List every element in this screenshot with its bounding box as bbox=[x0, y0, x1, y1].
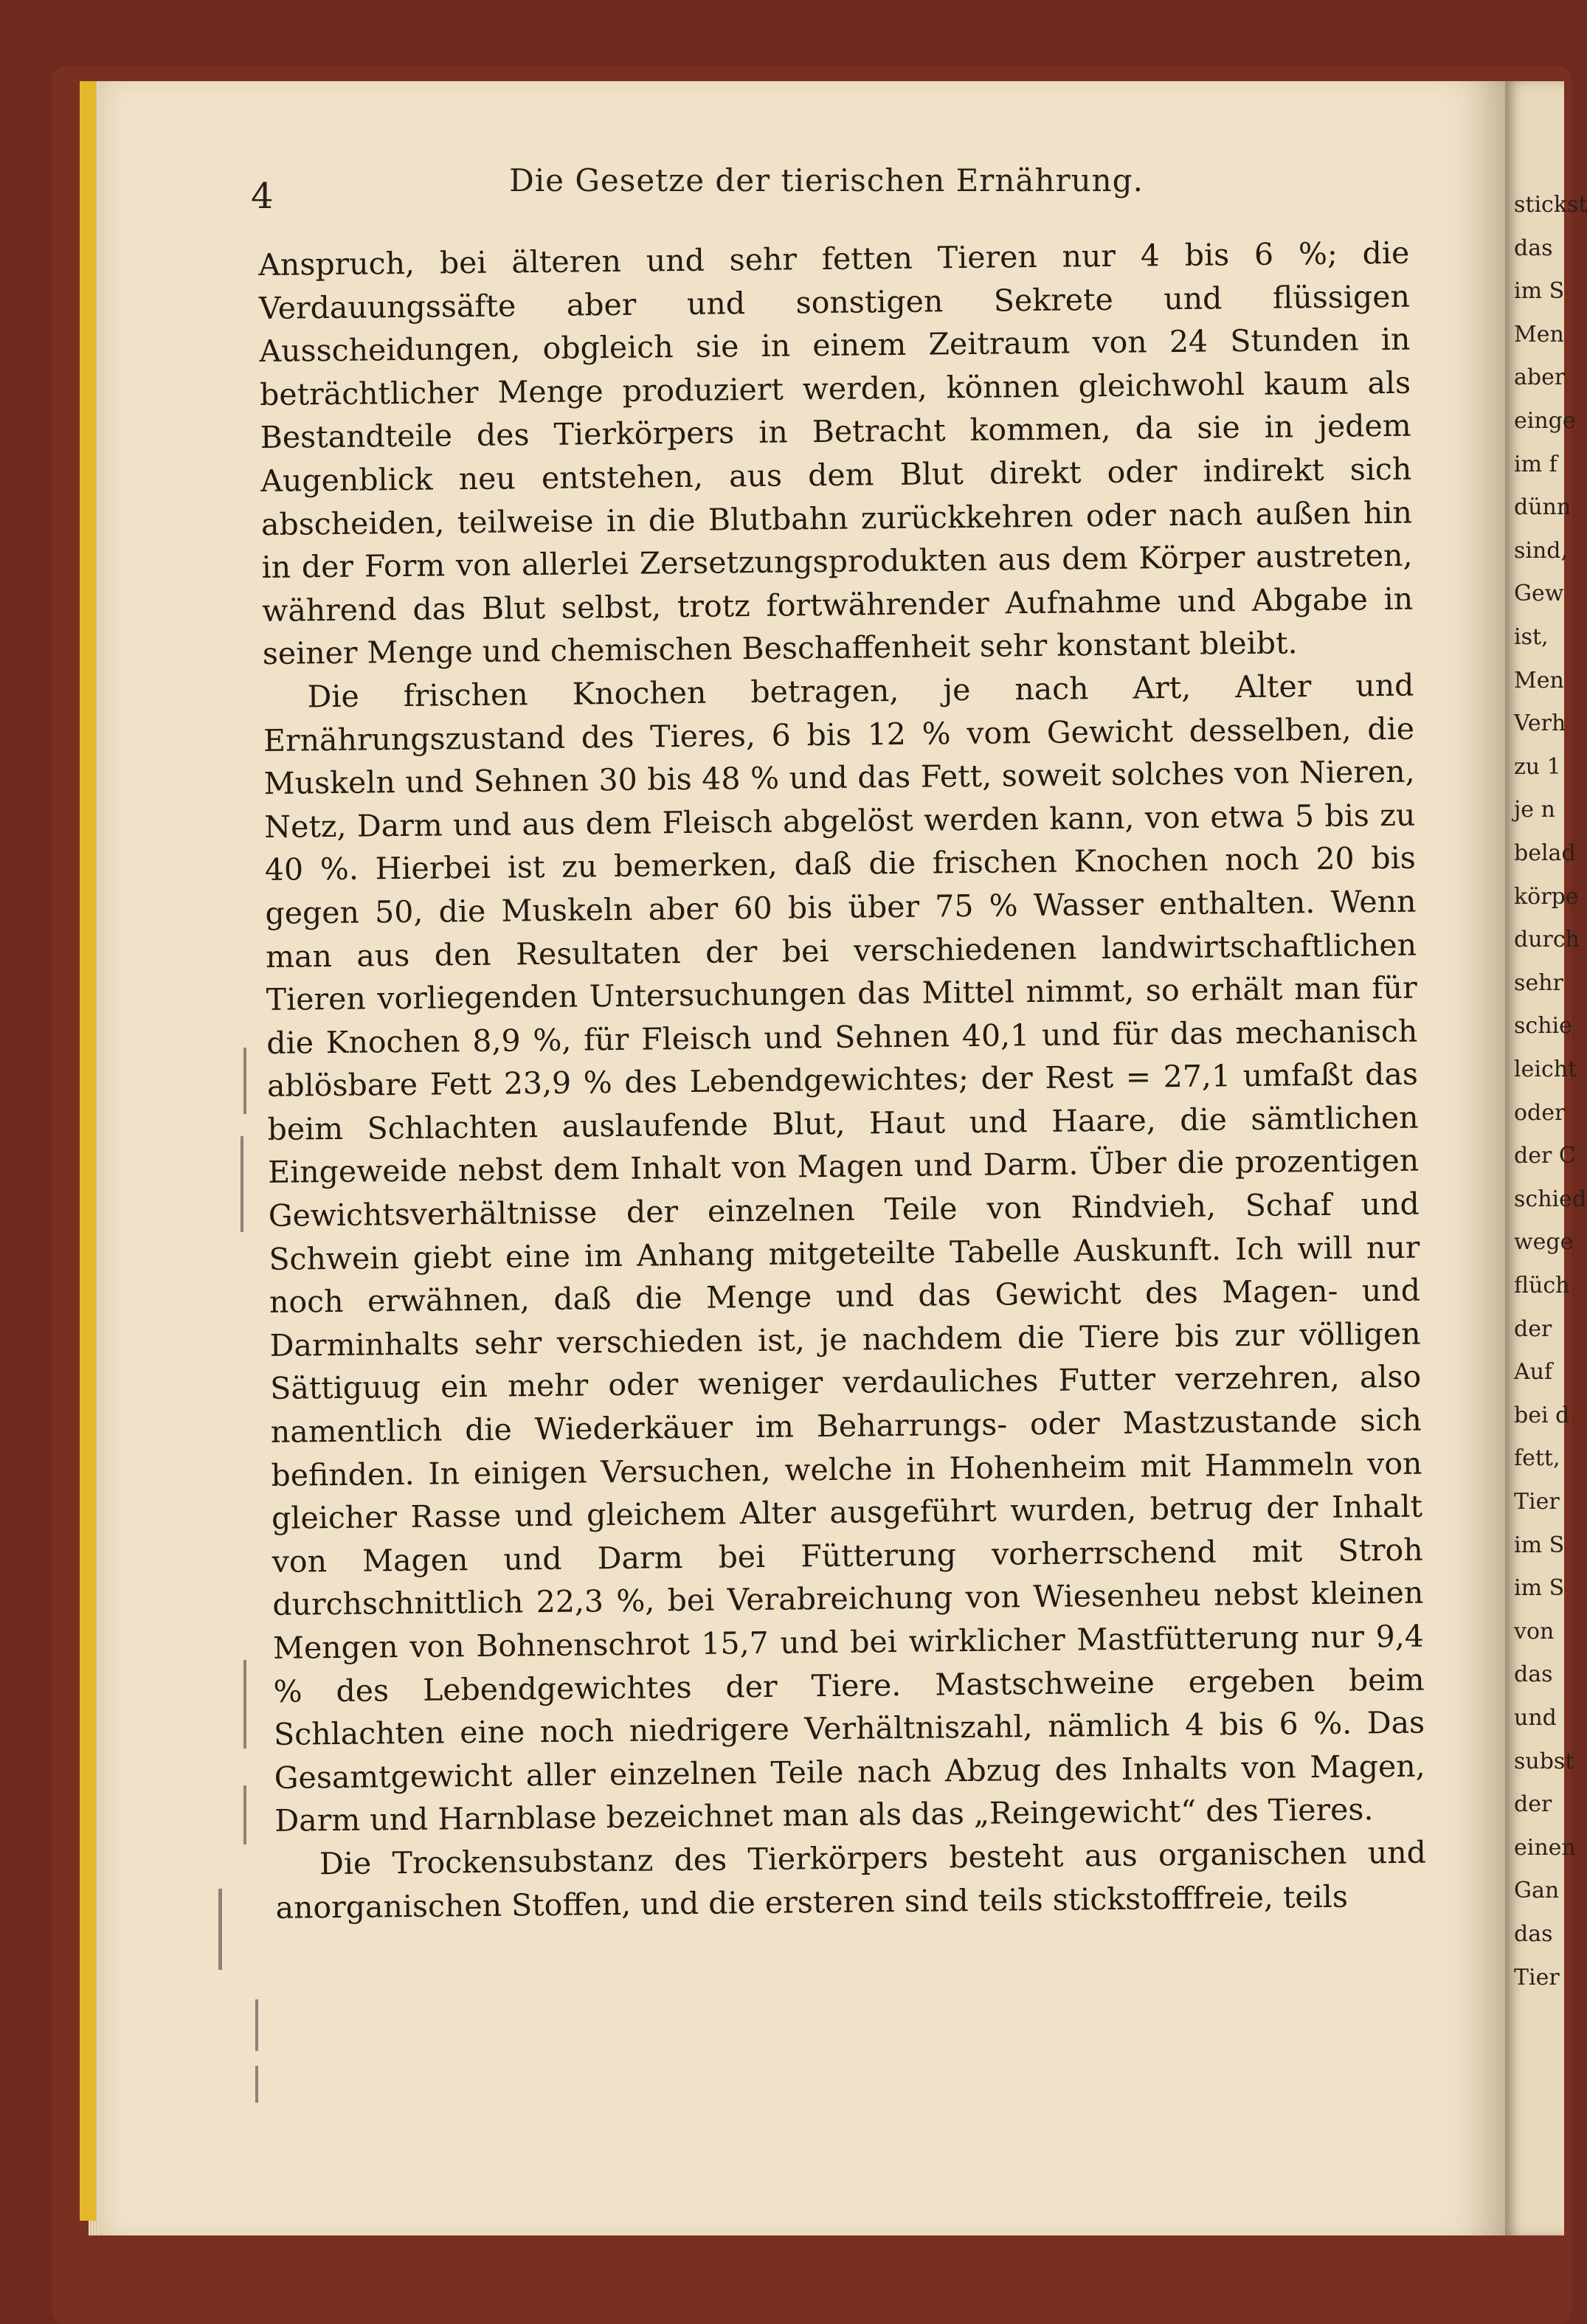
facing-page-fragment: je n bbox=[1514, 797, 1555, 823]
facing-page-fragment: Gan bbox=[1514, 1878, 1560, 1904]
paragraph: Die frischen Knochen betragen, je nach Art, Alter und Ernährungszustand des Tieres, 6 bis 12 % vom Gewicht desselben, die Muskeln und Sehnen 30 bis 48 % und das Fett, soweit solches von Nieren, Netz, Darm und aus dem Fleisch abgelöst werden kann, von etwa 5 bis zu 40 %. Hierbei ist zu bemerken, daß die frischen Knochen noch 20 bis gegen 50, die Muskeln aber 60 bis über 75 % Wasser enthalten. Wenn man aus den Resultaten der bei verschiedenen landwirtschaftlichen Tieren vorliegenden Untersuchungen das Mittel nimmt, so erhält man für die Knochen 8,9 %, für Fleisch und Sehnen 40,1 und für das mechanisch ablösbare Fett 23,9 % des Lebendgewichtes; der Rest = 27,1 umfaßt das beim Schlachten auslaufende Blut, Haut und Haare, die sämtlichen Eingeweide nebst dem Inhalt von Magen und Darm. Über die prozentigen Gewichtsverhältnisse der einzelnen Teile von Rindvieh, Schaf und Schwein giebt eine im Anhang mitgeteilte Tabelle Auskunft. Ich will nur noch erwähnen, daß die Menge und das Gewicht des Magen- und Darminhalts sehr verschieden ist, je nachdem die Tiere bis zur völligen Sättiguug ein mehr oder weniger verdauliches Futter verzehren, also namentlich die Wiederkäuer im Beharrungs- oder Mastzustande sich befinden. In einigen Versuchen, welche in Hohenheim mit Hammeln von gleicher Rasse und gleichem Alter ausgeführt wurden, betrug der Inhalt von Magen und Darm bei Fütterung vorherrschend mit Stroh durchschnittlich 22,3 %, bei Verabreichung von Wiesenheu nebst kleinen Mengen von Bohnenschrot 15,7 und bei wirklicher Mastfütterung nur 9,4 % des Lebendgewichtes der Tiere. Mastschweine ergeben beim Schlachten eine noch niedrigere Verhältniszahl, nämlich 4 bis 6 %. Das Gesamtgewicht aller einzelnen Teile nach Abzug des Inhalts von Magen, Darm und Harnblase bezeichnet man als das „Reingewicht“ des Tieres. bbox=[263, 667, 1425, 1839]
pencil-margin-mark bbox=[243, 1048, 246, 1114]
facing-page-fragment: und bbox=[1514, 1705, 1557, 1731]
facing-page-fragment: dünn bbox=[1514, 494, 1572, 521]
facing-page-fragment: im f bbox=[1514, 451, 1557, 477]
facing-page-fragment: Verh bbox=[1514, 710, 1566, 737]
facing-page-fragment: subst bbox=[1514, 1748, 1574, 1774]
page-number: 4 bbox=[251, 176, 274, 217]
facing-page-fragment: sehr bbox=[1514, 969, 1563, 996]
pencil-margin-mark bbox=[241, 1136, 243, 1232]
facing-page-fragment: der bbox=[1514, 1315, 1552, 1342]
facing-page-fragment: das bbox=[1514, 1921, 1553, 1947]
facing-page-fragment: fett, bbox=[1514, 1445, 1560, 1472]
body-text bbox=[258, 232, 1427, 1929]
facing-page-fragment: Tier bbox=[1514, 1964, 1560, 1991]
facing-page-fragment: flüch bbox=[1514, 1273, 1570, 1298]
yellow-page-edge bbox=[80, 81, 96, 2221]
paragraph: Die Trockensubstanz des Tierkörpers besteht aus organischen und anorganischen Stoffen, und die ersteren sind teils stickstofffreie, teils bbox=[275, 1834, 1427, 1926]
facing-page-fragment: im S bbox=[1514, 278, 1565, 305]
facing-page-fragment: schie bbox=[1514, 1013, 1572, 1040]
facing-page-fragment: bei d bbox=[1514, 1402, 1570, 1428]
facing-page-fragment: einge bbox=[1514, 408, 1576, 434]
facing-page-fragment: aber bbox=[1514, 364, 1566, 391]
facing-page-fragment: schied bbox=[1514, 1186, 1587, 1212]
facing-page-fragment: wege bbox=[1514, 1229, 1574, 1256]
facing-page-fragment: sind, bbox=[1514, 537, 1569, 564]
facing-page-fragment: im S bbox=[1514, 1532, 1565, 1558]
facing-page-fragment: Tier bbox=[1514, 1489, 1560, 1515]
facing-page-fragment: einen bbox=[1514, 1834, 1576, 1861]
facing-page-fragment: von bbox=[1514, 1618, 1555, 1645]
facing-page-fragment: oder bbox=[1514, 1099, 1566, 1126]
facing-page-fragment: der bbox=[1514, 1791, 1552, 1818]
facing-page-fragment: Men bbox=[1514, 321, 1564, 347]
facing-page bbox=[1505, 81, 1587, 2235]
pencil-margin-mark bbox=[218, 1889, 222, 1970]
facing-page-fragment: ist, bbox=[1514, 624, 1549, 650]
facing-page-fragment: das bbox=[1514, 1661, 1553, 1688]
facing-page-fragment: belad bbox=[1514, 840, 1576, 866]
facing-page-fragment: zu 1 bbox=[1514, 753, 1561, 780]
pencil-margin-mark bbox=[243, 1785, 246, 1844]
facing-page-fragment: Men bbox=[1514, 667, 1564, 694]
facing-page-fragment: körpe bbox=[1514, 883, 1579, 910]
facing-page-fragment: leicht bbox=[1514, 1056, 1577, 1082]
facing-page-fragment: durch bbox=[1514, 927, 1580, 953]
facing-page-fragment: stickst bbox=[1514, 192, 1587, 218]
pencil-margin-mark bbox=[255, 1999, 258, 2051]
page-header bbox=[251, 162, 1402, 217]
pencil-margin-mark bbox=[255, 2066, 258, 2103]
running-title: Die Gesetze der tierischen Ernährung. bbox=[509, 162, 1144, 198]
paragraph: Anspruch, bei älteren und sehr fetten Tieren nur 4 bis 6 %; die Verdauungssäfte aber und sonstigen Sekrete und flüssigen Ausscheidungen, obgleich sie in einem Zeitraum von 24 Stunden in beträchtlicher Menge produziert werden, können gleichwohl kaum als Bestandteile des Tierkörpers in Betracht kommen, da sie in jedem Augenblick neu entstehen, aus dem Blut direkt oder indirekt sich abscheiden, teilweise in die Blutbahn zurückkehren oder nach außen hin in der Form von allerlei Zersetzungsprodukten aus dem Körper austreten, während das Blut selbst, trotz fortwährender Aufnahme und Abgabe in seiner Menge und chemischen Beschaffenheit sehr konstant bleibt. bbox=[258, 235, 1414, 672]
facing-page-fragment: der C bbox=[1514, 1143, 1576, 1169]
facing-page-fragment: das bbox=[1514, 235, 1553, 261]
facing-page-fragment: Auf bbox=[1514, 1359, 1553, 1386]
facing-page-fragment: Gew bbox=[1514, 581, 1564, 607]
pencil-margin-mark bbox=[243, 1660, 246, 1749]
facing-page-fragment: im S bbox=[1514, 1575, 1565, 1602]
